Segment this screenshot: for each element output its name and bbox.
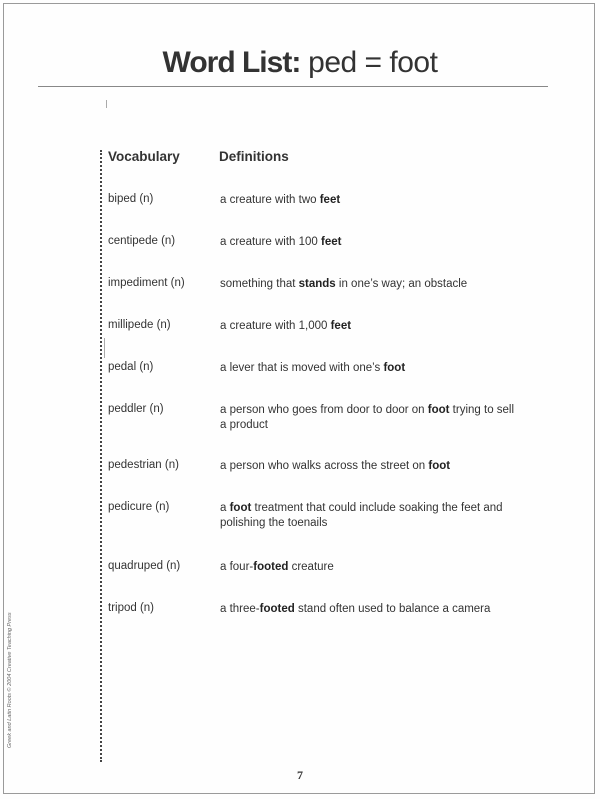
definition-text — [220, 459, 520, 474]
vocabulary-term: quadruped (n) — [108, 560, 181, 572]
definition-fragment: a creature with 100 — [220, 236, 322, 248]
definition-fragment: a creature with two — [220, 194, 320, 206]
definition-text — [220, 235, 520, 250]
title-root: ped = foot — [308, 46, 438, 79]
page-title — [0, 46, 600, 80]
root-meaning-emphasis: feet — [321, 236, 342, 248]
definition-text — [220, 403, 520, 433]
scan-mark — [106, 100, 107, 108]
vocabulary-term: millipede (n) — [108, 319, 171, 331]
root-meaning-emphasis: footed — [253, 561, 289, 573]
copyright-text: Greek and Latin Roots © 2004 Creative Teaching Press — [7, 612, 13, 748]
copyright-side-credit — [7, 608, 17, 748]
definition-text — [220, 501, 520, 531]
vocabulary-term: biped (n) — [108, 193, 154, 205]
definition-fragment: creature — [288, 561, 334, 573]
definition-fragment: a creature with 1,000 — [220, 320, 331, 332]
definitions-header: Definitions — [219, 149, 289, 164]
scan-mark — [104, 338, 105, 358]
definition-fragment: a three- — [220, 603, 260, 615]
definition-fragment: a lever that is moved with one’s — [220, 362, 384, 374]
dotted-margin-line — [100, 150, 102, 762]
definition-text — [220, 361, 520, 376]
definition-fragment: in one’s way; an obstacle — [335, 278, 468, 290]
root-meaning-emphasis: feet — [330, 320, 352, 332]
definition-text — [220, 560, 520, 575]
vocabulary-term: pedicure (n) — [108, 501, 170, 513]
title-divider — [38, 86, 548, 87]
root-meaning-emphasis: foot — [428, 460, 451, 472]
vocabulary-term: tripod (n) — [108, 602, 155, 614]
definition-text — [220, 602, 520, 617]
definition-fragment: treatment that could include soaking the feet and polishing the toenails — [220, 502, 503, 529]
definition-fragment: a four- — [220, 561, 254, 573]
vocabulary-term: peddler (n) — [108, 403, 164, 415]
vocabulary-term: centipede (n) — [108, 235, 176, 247]
definition-text — [220, 319, 520, 334]
definition-fragment: trying to sell a product — [220, 404, 515, 431]
definition-text — [220, 277, 520, 292]
definition-fragment: a person who goes from door to door on — [220, 404, 428, 416]
root-meaning-emphasis: footed — [259, 603, 295, 615]
page-border — [3, 3, 595, 794]
page-number: 7 — [297, 768, 303, 782]
definition-fragment: something that — [220, 278, 299, 290]
definition-fragment: a person who walks across the street on — [220, 460, 429, 472]
vocabulary-term: pedestrian (n) — [108, 459, 179, 471]
definition-fragment: stand often used to balance a camera — [294, 603, 491, 615]
vocabulary-term: pedal (n) — [108, 361, 154, 373]
root-meaning-emphasis: stands — [298, 278, 336, 290]
vocabulary-header: Vocabulary — [108, 149, 180, 164]
root-meaning-emphasis: foot — [383, 362, 406, 374]
definition-text — [220, 193, 520, 208]
title-bold: Word List: — [162, 46, 301, 79]
vocabulary-term: impediment (n) — [108, 277, 185, 289]
root-meaning-emphasis: foot — [229, 502, 252, 514]
root-meaning-emphasis: foot — [427, 404, 450, 416]
definition-fragment: a — [220, 502, 230, 514]
root-meaning-emphasis: feet — [319, 194, 341, 206]
